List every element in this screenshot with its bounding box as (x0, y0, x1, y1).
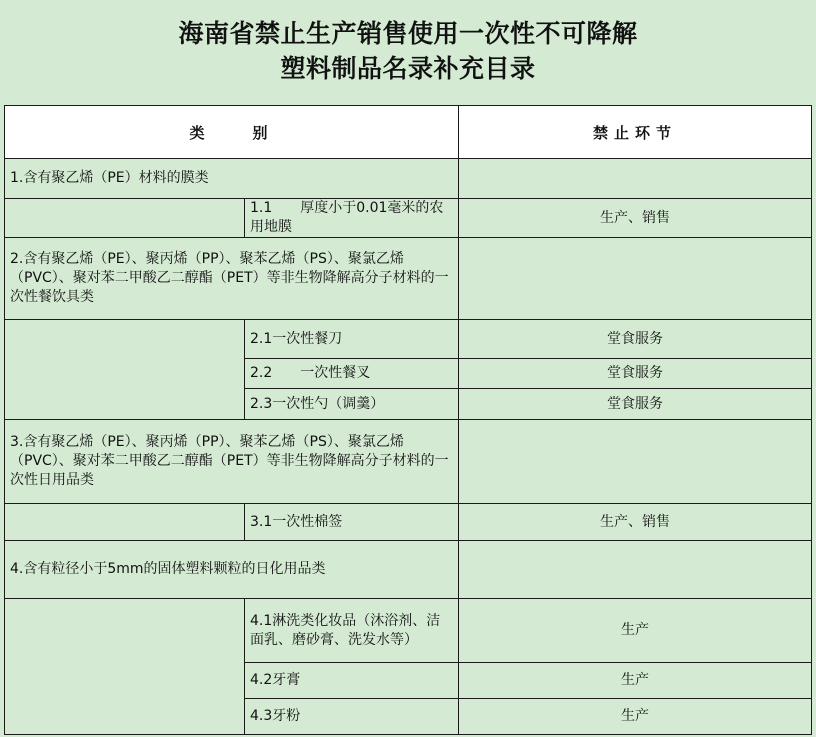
item-indent-cell (5, 320, 245, 420)
item-stage: 生产、销售 (459, 199, 812, 238)
item-row (5, 599, 812, 663)
item-name: 4.2牙膏 (245, 663, 459, 699)
item-name: 2.3一次性勺（调羹） (245, 389, 459, 420)
table-header-row (5, 106, 812, 159)
category-cell: 4.含有粒径小于5mm的固体塑料颗粒的日化用品类 (5, 541, 459, 599)
item-stage: 堂食服务 (459, 389, 812, 420)
item-name: 4.1淋洗类化妆品（沐浴剂、洁面乳、磨砂膏、洗发水等） (245, 599, 459, 663)
item-indent-cell (5, 199, 245, 238)
item-row (5, 199, 812, 238)
item-stage: 生产 (459, 599, 812, 663)
item-stage: 生产 (459, 663, 812, 699)
header-category: 类 别 (5, 106, 459, 159)
header-stage: 禁止环节 (459, 106, 812, 159)
title-line-2: 塑料制品名录补充目录 (280, 54, 536, 83)
item-stage: 堂食服务 (459, 359, 812, 389)
item-stage: 生产、销售 (459, 504, 812, 541)
page-title (0, 0, 816, 105)
item-indent-cell (5, 504, 245, 541)
catalog-table (4, 105, 812, 735)
item-name: 2.1一次性餐刀 (245, 320, 459, 359)
item-name: 2.2 一次性餐叉 (245, 359, 459, 389)
category-row (5, 238, 812, 320)
category-cell: 3.含有聚乙烯（PE）、聚丙烯（PP）、聚苯乙烯（PS）、聚氯乙烯（PVC）、聚对苯二甲酸乙二醇酯（PET）等非生物降解高分子材料的一次性日用品类 (5, 420, 459, 504)
item-indent-cell (5, 599, 245, 735)
category-row (5, 420, 812, 504)
category-row (5, 541, 812, 599)
item-stage: 堂食服务 (459, 320, 812, 359)
category-stage-empty (459, 420, 812, 504)
category-stage-empty (459, 238, 812, 320)
category-cell: 1.含有聚乙烯（PE）材料的膜类 (5, 159, 459, 199)
item-name: 3.1一次性棉签 (245, 504, 459, 541)
item-stage: 生产 (459, 699, 812, 735)
title-line-1: 海南省禁止生产销售使用一次性不可降解 (178, 19, 638, 48)
category-cell: 2.含有聚乙烯（PE）、聚丙烯（PP）、聚苯乙烯（PS）、聚氯乙烯（PVC）、聚对苯二甲酸乙二醇酯（PET）等非生物降解高分子材料的一次性餐饮具类 (5, 238, 459, 320)
category-stage-empty (459, 159, 812, 199)
category-row (5, 159, 812, 199)
category-stage-empty (459, 541, 812, 599)
item-row (5, 504, 812, 541)
item-row (5, 320, 812, 359)
item-name: 4.3牙粉 (245, 699, 459, 735)
item-name: 1.1 厚度小于0.01毫米的农用地膜 (245, 199, 459, 238)
